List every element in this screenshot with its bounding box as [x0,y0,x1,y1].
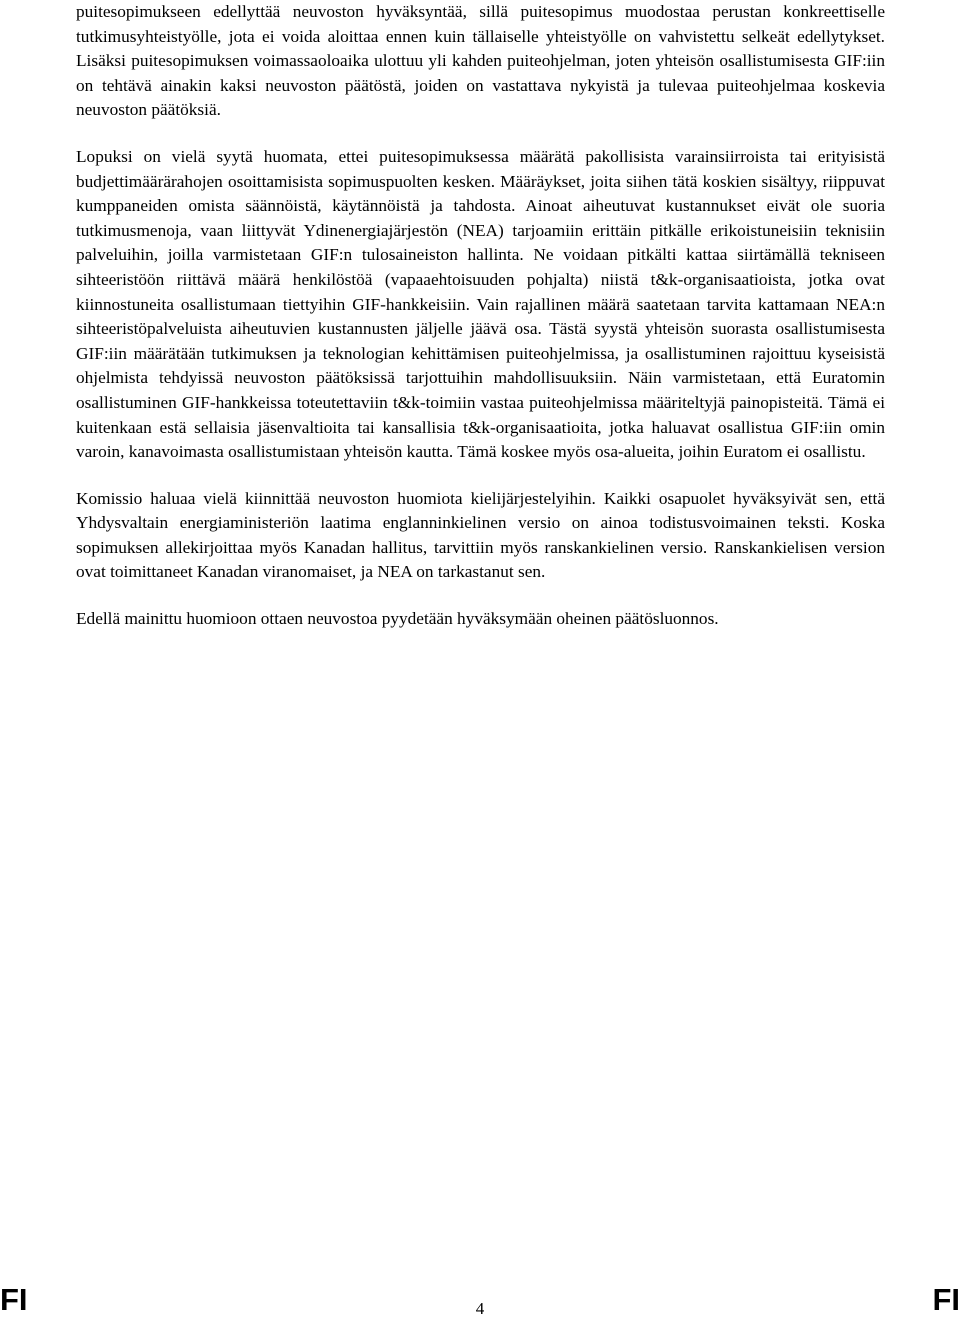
page-number: 4 [475,1299,485,1318]
footer-language-code-right: FI [932,1282,960,1317]
footer-language-code-left: FI [0,1282,28,1317]
paragraph-conclusion: Edellä mainittu huomioon ottaen neuvostoa pyydetään hyväksymään oheinen päätösluonnos. [76,609,719,629]
document-body [76,0,885,632]
paragraph-language-arrangements: Komissio haluaa vielä kiinnittää neuvoston huomiota kielijärjestelyihin. Kaikki osapuolet hyväksyivät sen, että Yhdysvaltain energiaministeriön laatima englanninkielinen versio on ainoa todistusvoimainen teksti. Koska sopimuksen allekirjoittaa myös Kanadan hallitus, tarvittiin myös ranskankielinen versio. Ranskankielisen version ovat toimittaneet Kanadan viranomaiset, ja NEA on tarkastanut sen. [76,488,885,582]
paragraph-funding-costs: Lopuksi on vielä syytä huomata, ettei puitesopimuksessa määrätä pakollisista varainsiirroista tai erityisistä budjettimäärärahojen osoittamisista sopimuspuolten kesken. Määräykset, joita siihen tätä koskien sisältyy, riippuvat kumppaneiden omista säännöistä, käytännöistä ja tahdosta. Ainoat aiheutuvat kustannukset eivät ole suoria tutkimusmenoja, vaan liittyvät Ydinenergiajärjestön (NEA) tarjoamiin erittäin pitkälle erikoistuneisiin teknisiin palveluihin, joilla varmistetaan GIF:n tulosaineiston hallinta. Ne voidaan pitkälti kattaa siirtämällä tekniseen sihteeristöön riittävä määrä henkilöstöä (vapaaehtoisuuden pohjalta) niistä t&k-organisaatioista, jotka ovat kiinnostuneita osallistumaan tiettyihin GIF-hankkeisiin. Vain rajallinen määrä saatetaan tarvita kattamaan NEA:n sihteeristöpalveluista aiheutuvien kustannusten jäljelle jäävä osa. Tästä syystä yhteisön suorasta osallistumisesta GIF:iin määrätään tutkimuksen ja teknologian kehittämisen puiteohjelmissa, ja osallistuminen rajoittuu kyseisistä ohjelmista tehdyissä neuvoston päätöksissä tarjottuihin mahdollisuuksiin. Näin varmistetaan, että Euratomin osallistuminen GIF-hankkeissa toteutettaviin t&k-toimiin vastaa puiteohjelmissa määriteltyjä painopisteitä. Tämä ei kuitenkaan estä sellaisia jäsenvaltioita tai kansallisia t&k-organisaatioita, jotka haluavat osallistua GIF:iin omin varoin, kanavoimasta osallistumistaan yhteisön kautta. Tämä koskee myös osa-alueita, joihin Euratom ei osallistu. [76,146,885,462]
paragraph-approval-basis: puitesopimukseen edellyttää neuvoston hyväksyntää, sillä puitesopimus muodostaa perustan konkreettiselle tutkimusyhteistyölle, jota ei voida aloittaa ennen kuin tällaiselle yhteistyölle on vahvistettu selkeät edellytykset. Lisäksi puitesopimuksen voimassaoloaika ulottuu yli kahden puiteohjelman, joten yhteisön osallistumisesta GIF:iin on tehtävä ainakin kaksi neuvoston päätöstä, joiden on vastattava nykyistä ja tulevaa puiteohjelmaa koskevia neuvoston päätöksiä. [76,2,885,120]
